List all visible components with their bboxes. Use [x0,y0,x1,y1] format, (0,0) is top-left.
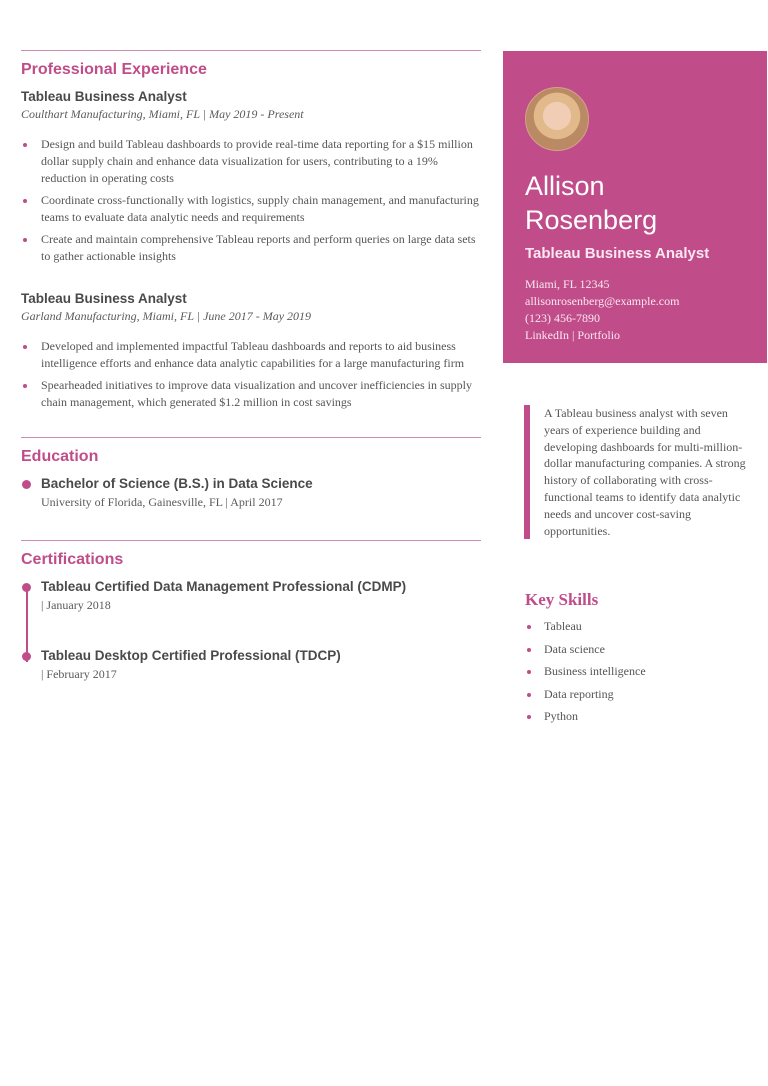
section-title: Education [21,448,99,465]
certification-list [21,579,481,682]
first-name: Allison [525,171,605,201]
bullet-item: Create and maintain comprehensive Tableau reports and perform queries on large data sets to gather actionable insights [21,231,481,265]
skills-section [525,590,755,731]
education-section [21,437,481,510]
skill-item: Data reporting [525,686,755,703]
certification-item [21,648,481,682]
job-meta: Coulthart Manufacturing, Miami, FL | May 2019 - Present [21,107,304,121]
job-bullets [21,338,481,411]
candidate-name [525,169,745,237]
section-title: Key Skills [525,590,599,609]
degree: Bachelor of Science (B.S.) in Data Science [41,476,313,491]
certification-date: | January 2018 [41,598,111,612]
job-title: Tableau Business Analyst [21,291,187,306]
certification-name: Tableau Certified Data Management Professional (CDMP) [41,579,407,594]
location: Miami, FL 12345 [525,277,610,291]
job-meta: Garland Manufacturing, Miami, FL | June 2017 - May 2019 [21,309,312,323]
section-title: Certifications [21,551,124,568]
experience-section [21,50,481,411]
bullet-item: Coordinate cross-functionally with logistics, supply chain management, and manufacturing teams to evaluate data analytic needs and requirements [21,192,481,226]
main-column [21,50,481,717]
contact-info [525,276,745,344]
skills-list [525,618,755,725]
timeline-dot-icon [22,583,31,592]
education-item [21,476,481,510]
avatar [525,87,589,151]
bullet-item: Spearheaded initiatives to improve data visualization and uncover inefficiencies in supply chain management, which generated $1.2 million in cost savings [21,377,481,411]
certification-date: | February 2017 [41,667,117,681]
bullet-item: Design and build Tableau dashboards to provide real-time data reporting for a $15 million dollar supply chain and enhance data visualization for users, contributing to a 19% reduction in operating costs [21,136,481,187]
profile-links[interactable]: LinkedIn | Portfolio [525,328,621,342]
skill-item: Data science [525,641,755,658]
email-link[interactable]: allisonrosenberg@example.com [525,294,680,308]
timeline-dot-icon [22,652,31,661]
job-entry [21,89,481,265]
certification-name: Tableau Desktop Certified Professional (TDCP) [41,648,341,663]
section-title: Professional Experience [21,61,207,78]
phone: (123) 456-7890 [525,311,600,325]
school-detail: University of Florida, Gainesville, FL | April 2017 [41,495,283,509]
job-entry [21,291,481,411]
last-name: Rosenberg [525,205,658,235]
job-title: Tableau Business Analyst [21,89,187,104]
job-bullets [21,136,481,265]
skill-item: Tableau [525,618,755,635]
summary: A Tableau business analyst with seven years of experience building and developing dashboards for multi-million-dollar manufacturing companies. A strong history of collaborating with cross-functional teams to identify data analytic needs and uncover cost-saving opportunities. [524,405,754,539]
certification-item [21,579,481,613]
bullet-item: Developed and implemented impactful Tableau dashboards and reports to aid business intelligence efforts and enhance data analytic capabilities for a large manufacturing firm [21,338,481,372]
profile-header [503,51,767,363]
skill-item: Python [525,708,755,725]
bullet-dot-icon [22,480,31,489]
headline: Tableau Business Analyst [525,245,710,262]
certifications-section [21,540,481,682]
skill-item: Business intelligence [525,663,755,680]
